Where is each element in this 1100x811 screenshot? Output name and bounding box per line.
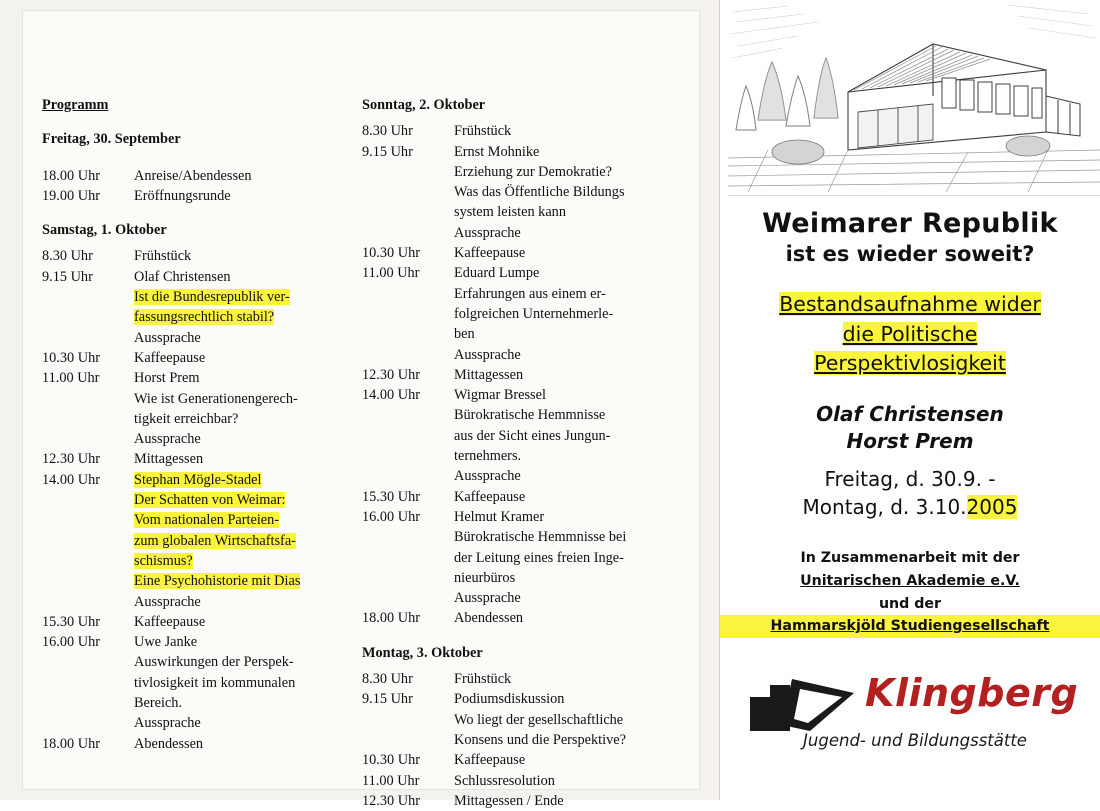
program-entry-description bbox=[454, 365, 672, 385]
program-entry bbox=[362, 791, 672, 811]
program-entry-line: nieurbüros bbox=[454, 569, 516, 586]
highlighted-text: Eine Psychohistorie mit Dias bbox=[134, 573, 301, 590]
highlighted-text: zum globalen Wirtschaftsfa- bbox=[134, 532, 296, 549]
program-entry-description bbox=[454, 263, 672, 364]
program-column-right bbox=[362, 95, 672, 811]
program-entry bbox=[362, 771, 672, 791]
program-entry-time: 14.00 Uhr bbox=[362, 387, 420, 404]
program-entry-time: 11.00 Uhr bbox=[42, 370, 100, 387]
program-entry-line: Eduard Lumpe bbox=[454, 265, 540, 282]
program-entry-line: Aussprache bbox=[134, 329, 201, 346]
program-entry-description bbox=[454, 750, 672, 770]
program-entry-line: tigkeit erreichbar? bbox=[134, 410, 239, 427]
program-entry-line: Mittagessen bbox=[134, 451, 204, 468]
program-day-heading: Freitag, 30. September bbox=[42, 131, 181, 148]
program-entry-line: Frühstück bbox=[454, 671, 512, 688]
program-entry-line: Auswirkungen der Perspek- bbox=[134, 654, 294, 671]
program-entry bbox=[42, 368, 342, 449]
coop-line-4: Hammarskjöld Studiengesellschaft bbox=[720, 615, 1100, 638]
program-entry-description bbox=[134, 186, 342, 206]
program-paper bbox=[22, 10, 700, 809]
klingberg-wordmark: Klingberg bbox=[865, 671, 1079, 715]
cover-text-block bbox=[720, 196, 1100, 638]
highlighted-text: Der Schatten von Weimar: bbox=[134, 492, 286, 509]
program-entry-line bbox=[134, 551, 342, 571]
program-entry-line bbox=[134, 307, 342, 327]
program-entry-description bbox=[454, 385, 672, 486]
program-entry-description bbox=[134, 470, 342, 612]
program-entry-description bbox=[134, 348, 342, 368]
program-entry-line bbox=[134, 287, 342, 307]
program-entry-description bbox=[134, 632, 342, 733]
program-entry-line: Konsens und die Perspektive? bbox=[454, 731, 626, 748]
program-entry-line: Abendessen bbox=[134, 735, 204, 752]
program-entry-line: Bereich. bbox=[134, 695, 183, 712]
program-entry-time: 8.30 Uhr bbox=[362, 123, 413, 140]
program-heading: Programm bbox=[42, 97, 109, 113]
cover-date-line1: Freitag, d. 30.9. - bbox=[824, 467, 996, 492]
program-entry bbox=[42, 449, 342, 469]
program-entry-line bbox=[134, 571, 342, 591]
program-entry-line: Aussprache bbox=[454, 590, 521, 607]
program-entry-time: 15.30 Uhr bbox=[362, 488, 420, 505]
program-entry-line: Kaffeepause bbox=[454, 752, 526, 769]
cover-title-line1: Weimarer Republik bbox=[762, 208, 1058, 239]
program-column-left bbox=[42, 95, 342, 754]
program-entry-line: Eröffnungsrunde bbox=[134, 187, 231, 204]
program-entry-line: Podiumsdiskussion bbox=[454, 691, 565, 708]
program-entry-line: system leisten kann bbox=[454, 204, 566, 221]
program-entry bbox=[362, 487, 672, 507]
program-entry-description bbox=[454, 669, 672, 689]
program-entry-line bbox=[134, 470, 342, 490]
program-day-heading: Montag, 3. Oktober bbox=[362, 644, 483, 661]
program-entry bbox=[42, 246, 342, 266]
program-entry bbox=[362, 689, 672, 750]
program-entry-time: 12.30 Uhr bbox=[362, 792, 420, 809]
program-entry-time: 10.30 Uhr bbox=[362, 752, 420, 769]
cover-date-line2 bbox=[720, 493, 1100, 521]
program-entry-description bbox=[454, 689, 672, 750]
highlighted-text: Vom nationalen Parteien- bbox=[134, 512, 280, 529]
cover-dates bbox=[720, 465, 1100, 521]
program-entry-line: Schlussresolution bbox=[454, 772, 555, 789]
program-entry bbox=[362, 750, 672, 770]
program-entry-description bbox=[454, 487, 672, 507]
program-entry-time: 8.30 Uhr bbox=[42, 248, 93, 265]
program-entry-line: Mittagessen bbox=[454, 366, 524, 383]
program-entry bbox=[42, 632, 342, 733]
program-entry-description bbox=[134, 734, 342, 754]
highlighted-text: schismus? bbox=[134, 552, 193, 569]
program-entry-time: 8.30 Uhr bbox=[362, 671, 413, 688]
program-entry-line: folgreichen Unternehmerle- bbox=[454, 305, 614, 322]
program-entry-line: Aussprache bbox=[454, 224, 521, 241]
program-entry bbox=[362, 121, 672, 141]
cover-speakers bbox=[720, 401, 1100, 455]
program-entry-line: Kaffeepause bbox=[454, 245, 526, 262]
program-entry-description bbox=[454, 243, 672, 263]
program-entry-line: aus der Sicht eines Jungun- bbox=[454, 427, 611, 444]
program-entry-line: tivlosigkeit im kommunalen bbox=[134, 674, 296, 691]
program-entry-line: Aussprache bbox=[134, 715, 201, 732]
program-entry-description bbox=[454, 142, 672, 243]
coop-line-3: und der bbox=[878, 595, 942, 612]
cover-title-line2: ist es wieder soweit? bbox=[785, 242, 1035, 266]
program-column-left-content bbox=[42, 129, 342, 754]
program-entry bbox=[362, 365, 672, 385]
program-entry-description bbox=[134, 246, 342, 266]
coop-line-2: Unitarischen Akademie e.V. bbox=[800, 572, 1020, 589]
program-entry-line: Aussprache bbox=[454, 346, 521, 363]
program-entry-line: Kaffeepause bbox=[454, 488, 526, 505]
program-entry-line: ternehmers. bbox=[454, 448, 522, 465]
program-entry-line: Aussprache bbox=[134, 431, 201, 448]
program-entry-line: Olaf Christensen bbox=[134, 268, 231, 285]
program-entry-description bbox=[134, 267, 342, 348]
program-entry-line: Wigmar Bressel bbox=[454, 387, 546, 404]
program-entry-line: Bürokratische Hemmnisse bei bbox=[454, 529, 627, 546]
program-entry-line: Erziehung zur Demokratie? bbox=[454, 163, 612, 180]
program-entry-line: Kaffeepause bbox=[134, 349, 206, 366]
cover-speaker-2: Horst Prem bbox=[846, 429, 974, 454]
program-entry-line bbox=[134, 510, 342, 530]
program-entry-description bbox=[134, 368, 342, 449]
program-entry bbox=[42, 734, 342, 754]
program-entry-time: 10.30 Uhr bbox=[42, 349, 100, 366]
klingberg-tagline: Jugend- und Bildungsstätte bbox=[803, 731, 1027, 750]
cover-subtitle bbox=[720, 290, 1100, 379]
cover-date-year: 2005 bbox=[966, 495, 1018, 520]
program-entry-line: Abendessen bbox=[454, 610, 524, 627]
cover-date-line2-text: Montag, d. 3.10. bbox=[802, 495, 967, 520]
program-entry-line bbox=[134, 531, 342, 551]
program-entry-line: Was das Öffentliche Bildungs bbox=[454, 184, 625, 201]
program-day-heading: Sonntag, 2. Oktober bbox=[362, 97, 486, 113]
program-entry-line: Uwe Janke bbox=[134, 634, 198, 651]
program-entry-line: Anreise/Abendessen bbox=[134, 167, 252, 184]
program-entry-time: 18.00 Uhr bbox=[362, 610, 420, 627]
cover-subtitle-line1: Bestandsaufnahme wider bbox=[779, 292, 1041, 316]
program-entry-description bbox=[134, 166, 342, 186]
program-entry-line: Kaffeepause bbox=[134, 613, 206, 630]
program-entry bbox=[362, 142, 672, 243]
program-entry bbox=[42, 186, 342, 206]
program-entry-time: 15.30 Uhr bbox=[42, 613, 100, 630]
program-entry-line: Helmut Kramer bbox=[454, 508, 545, 525]
program-entry-time: 19.00 Uhr bbox=[42, 187, 100, 204]
program-entry-line: Frühstück bbox=[454, 123, 512, 140]
klingberg-logo bbox=[720, 665, 1100, 785]
program-entry-line: ben bbox=[454, 326, 475, 343]
program-entry-line: Erfahrungen aus einem er- bbox=[454, 285, 606, 302]
program-entry bbox=[362, 263, 672, 364]
program-entry-time: 12.30 Uhr bbox=[42, 451, 100, 468]
program-entry bbox=[42, 470, 342, 612]
program-entry bbox=[362, 243, 672, 263]
program-entry-description bbox=[454, 608, 672, 628]
cover-subtitle-line3: Perspektivlosigkeit bbox=[814, 351, 1006, 376]
program-entry-time: 18.00 Uhr bbox=[42, 735, 100, 752]
program-entry bbox=[42, 612, 342, 632]
program-entry-time: 10.30 Uhr bbox=[362, 245, 420, 262]
program-entry-time: 16.00 Uhr bbox=[42, 634, 100, 651]
program-entry bbox=[362, 507, 672, 608]
program-entry-line: Frühstück bbox=[134, 248, 192, 265]
program-entry bbox=[362, 608, 672, 628]
program-entry-line: Ernst Mohnike bbox=[454, 143, 540, 160]
program-entry-time: 16.00 Uhr bbox=[362, 508, 420, 525]
cover-subtitle-line2: die Politische bbox=[842, 321, 978, 346]
program-entry-description bbox=[454, 121, 672, 141]
program-entry bbox=[42, 348, 342, 368]
highlighted-text: fassungsrechtlich stabil? bbox=[134, 309, 275, 326]
program-entry bbox=[362, 385, 672, 486]
highlighted-text: Stephan Mögle-Stadel bbox=[134, 471, 262, 488]
program-entry-time: 9.15 Uhr bbox=[42, 268, 93, 285]
program-entry-time: 9.15 Uhr bbox=[362, 691, 413, 708]
program-entry-description bbox=[454, 507, 672, 608]
spacer bbox=[42, 156, 342, 166]
program-entry-line: Aussprache bbox=[454, 468, 521, 485]
program-entry bbox=[42, 267, 342, 348]
klingberg-logo-mark-icon bbox=[748, 673, 858, 735]
program-entry-description bbox=[134, 612, 342, 632]
program-entry-line: Bürokratische Hemmnisse bbox=[454, 407, 606, 424]
program-entry-description bbox=[454, 771, 672, 791]
program-entry-line: der Leitung eines freien Inge- bbox=[454, 549, 624, 566]
program-entry-time: 11.00 Uhr bbox=[362, 772, 420, 789]
program-entry-description bbox=[454, 791, 672, 811]
cover-panel bbox=[720, 0, 1100, 800]
program-entry-time: 12.30 Uhr bbox=[362, 366, 420, 383]
highlighted-text: Ist die Bundesrepublik ver- bbox=[134, 289, 290, 306]
program-entry-line: Aussprache bbox=[134, 593, 201, 610]
building-illustration bbox=[728, 0, 1100, 196]
program-entry-time: 11.00 Uhr bbox=[362, 265, 420, 282]
program-column-right-content bbox=[362, 95, 672, 811]
program-entry bbox=[42, 166, 342, 186]
program-entry-time: 14.00 Uhr bbox=[42, 471, 100, 488]
program-entry-line: Horst Prem bbox=[134, 370, 200, 387]
cover-speaker-1: Olaf Christensen bbox=[816, 402, 1004, 427]
cover-cooperation bbox=[720, 547, 1100, 638]
program-entry-time: 18.00 Uhr bbox=[42, 167, 100, 184]
program-entry bbox=[362, 669, 672, 689]
program-day-heading: Samstag, 1. Oktober bbox=[42, 222, 167, 239]
program-entry-description bbox=[134, 449, 342, 469]
coop-line-1: In Zusammenarbeit mit der bbox=[800, 550, 1020, 567]
program-entry-line: Wie ist Generationengerech- bbox=[134, 390, 298, 407]
program-entry-line: Wo liegt der gesellschaftliche bbox=[454, 711, 624, 728]
program-entry-line bbox=[134, 490, 342, 510]
program-entry-time: 9.15 Uhr bbox=[362, 143, 413, 160]
program-entry-line: Mittagessen / Ende bbox=[454, 792, 564, 809]
